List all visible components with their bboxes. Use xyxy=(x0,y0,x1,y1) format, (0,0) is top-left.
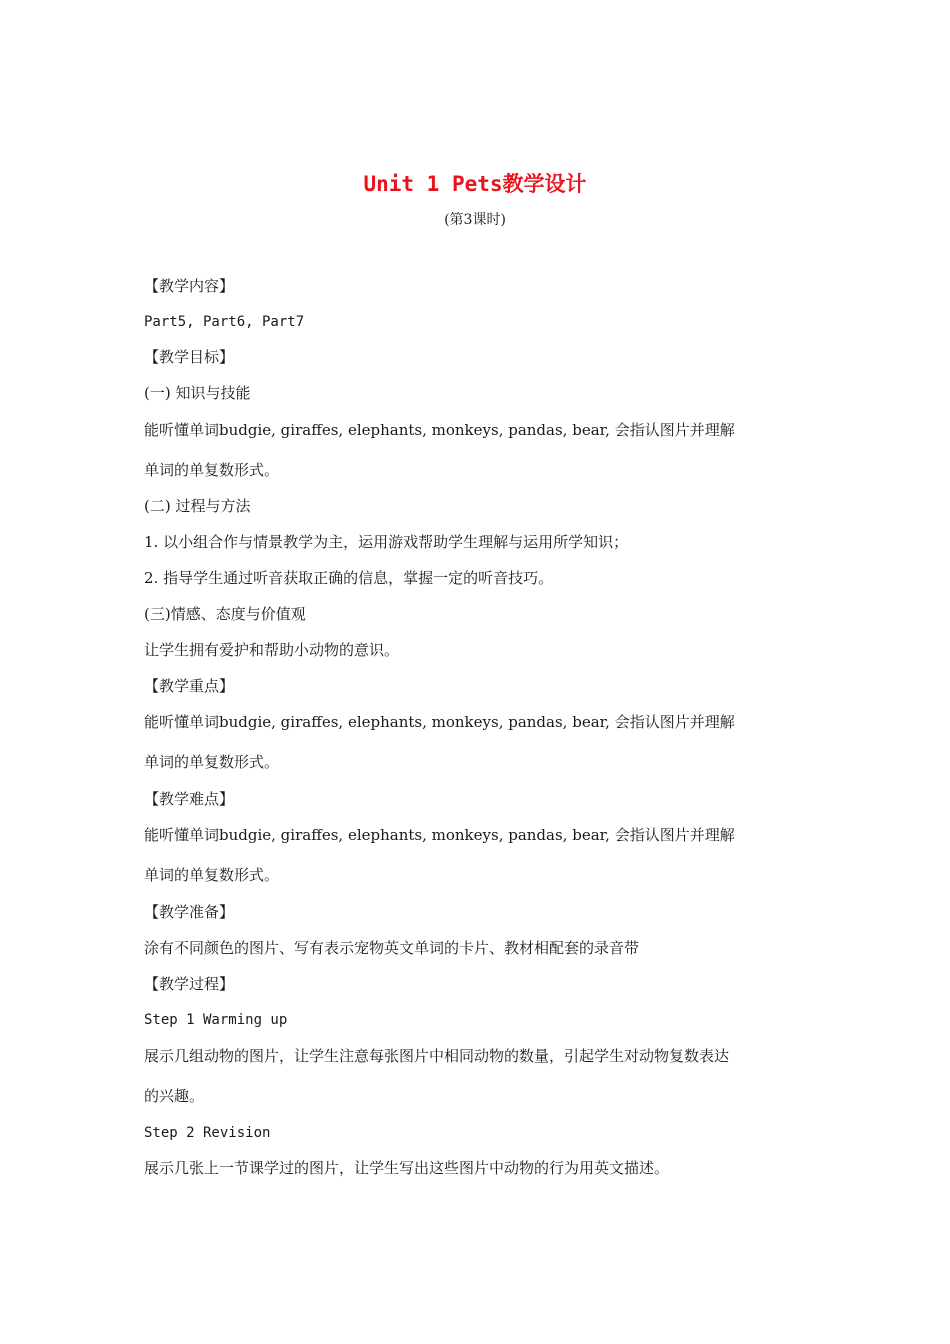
paragraph-line: 单词的单复数形式。 xyxy=(144,461,280,479)
content-parts: Part5, Part6, Part7 xyxy=(144,314,305,330)
section-heading-difficulties: 【教学难点】 xyxy=(144,790,235,808)
list-item: 2. 指导学生通过听音获取正确的信息，掌握一定的听音技巧。 xyxy=(144,569,554,587)
paragraph-line: 能听懂单词budgie, giraffes, elephants, monkeys, pandas, bear, 会指认图片并理解 xyxy=(144,713,735,731)
paragraph-line: 展示几张上一节课学过的图片，让学生写出这些图片中动物的行为用英文描述。 xyxy=(144,1159,670,1177)
lesson-number: (第3课时) xyxy=(444,212,506,228)
section-heading-content: 【教学内容】 xyxy=(144,277,235,295)
step-heading: Step 1 Warming up xyxy=(144,1012,288,1028)
paragraph-line: 单词的单复数形式。 xyxy=(144,753,280,771)
paragraph-line: 能听懂单词budgie, giraffes, elephants, monkeys, pandas, bear, 会指认图片并理解 xyxy=(144,826,735,844)
section-heading-preparation: 【教学准备】 xyxy=(144,903,235,921)
section-heading-objectives: 【教学目标】 xyxy=(144,348,235,366)
list-item: 1. 以小组合作与情景教学为主，运用游戏帮助学生理解与运用所学知识； xyxy=(144,533,629,551)
paragraph-line: 涂有不同颜色的图片、写有表示宠物英文单词的卡片、教材相配套的录音带 xyxy=(144,939,640,957)
step-heading: Step 2 Revision xyxy=(144,1125,271,1141)
paragraph-line: 让学生拥有爱护和帮助小动物的意识。 xyxy=(144,641,400,659)
subheading-knowledge-skills: (一) 知识与技能 xyxy=(144,384,251,402)
document-title: Unit 1 Pets教学设计 xyxy=(363,172,587,196)
subheading-process-method: (二) 过程与方法 xyxy=(144,497,251,515)
paragraph-line: 能听懂单词budgie, giraffes, elephants, monkeys, pandas, bear, 会指认图片并理解 xyxy=(144,421,735,439)
paragraph-line: 单词的单复数形式。 xyxy=(144,866,280,884)
subheading-emotion-values: (三)情感、态度与价值观 xyxy=(144,605,306,623)
section-heading-procedure: 【教学过程】 xyxy=(144,975,235,993)
paragraph-line: 的兴趣。 xyxy=(144,1087,205,1105)
section-heading-key-points: 【教学重点】 xyxy=(144,677,235,695)
paragraph-line: 展示几组动物的图片，让学生注意每张图片中相同动物的数量，引起学生对动物复数表达 xyxy=(144,1047,730,1065)
